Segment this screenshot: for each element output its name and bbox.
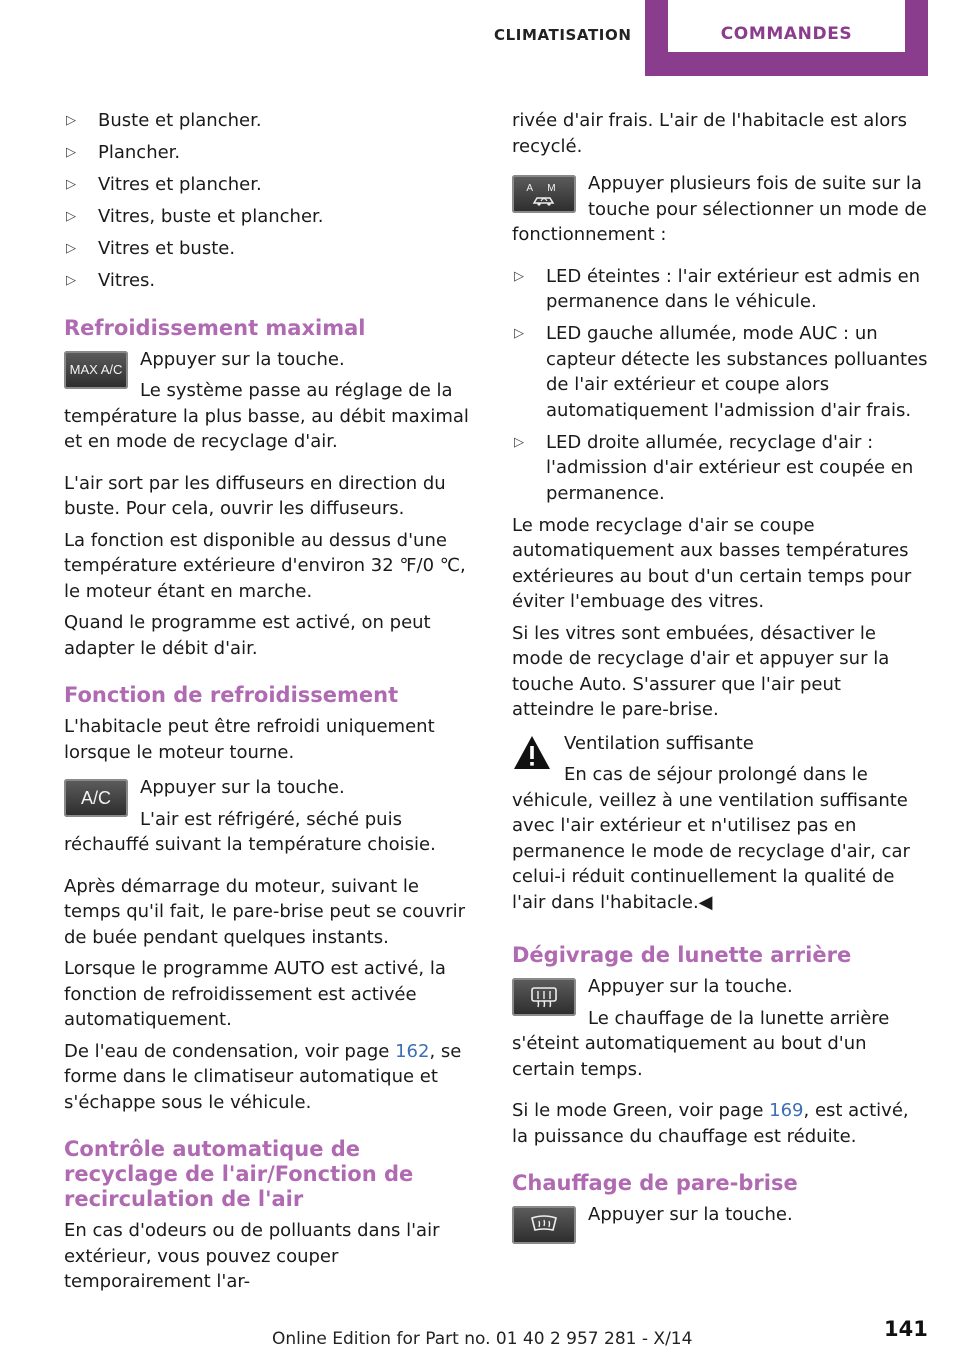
heading-rear-defrost: Dégivrage de lunette arrière xyxy=(512,943,852,967)
windshield-heater-icon xyxy=(529,1214,559,1236)
page-number: 141 xyxy=(884,1317,928,1341)
recirculation-modes-list xyxy=(512,264,928,507)
page-link-169[interactable]: 169 xyxy=(769,1100,804,1121)
warning-icon xyxy=(512,733,552,773)
list-item: ▷ Buste et plancher. xyxy=(66,110,262,131)
paragraph: Appuyer sur la touche. xyxy=(140,348,345,370)
paragraph: Appuyer plusieurs fois de suite sur la touche pour sélectionner un mode de fonctionnement : xyxy=(512,173,927,245)
paragraph: Quand le programme est activé, on peut adapter le débit d'air. xyxy=(64,612,431,659)
paragraph: L'air sort par les diffuseurs en direction du buste. Pour cela, ouvrir les diffuseurs. xyxy=(64,472,446,519)
list-item: ▷ LED éteintes : l'air extérieur est admis en permanence dans le véhicule. xyxy=(514,265,921,312)
right-column xyxy=(512,108,928,1262)
paragraph: Appuyer sur la touche. xyxy=(588,1204,793,1225)
auc-recirculation-button-icon: A M xyxy=(512,175,576,213)
rear-defrost-button-icon xyxy=(512,978,576,1016)
heading-max-cooling: Refroidissement maximal xyxy=(64,315,366,340)
list-item: ▷ Vitres, buste et plancher. xyxy=(66,206,324,227)
max-ac-button-icon: MAX A/C xyxy=(64,351,128,389)
paragraph: Le chauffage de la lunette arrière s'éteint automatiquement au bout d'un certain temps. xyxy=(512,1007,890,1080)
paragraph: En cas d'odeurs ou de polluants dans l'air extérieur, vous pouvez couper temporairement l'ar- xyxy=(64,1220,440,1292)
paragraph: Appuyer sur la touche. xyxy=(588,976,793,997)
paragraph: Après démarrage du moteur, suivant le temps qu'il fait, le pare-brise peut se couvrir de buée pendant quelques instants. xyxy=(64,875,466,948)
page-link-162[interactable]: 162 xyxy=(395,1040,430,1062)
list-item: ▷ Vitres et buste. xyxy=(66,238,236,259)
list-item: ▷ Plancher. xyxy=(66,142,181,163)
car-recirculation-icon xyxy=(531,194,557,206)
paragraph: L'air est réfrigéré, séché puis réchauffé suivant la température choisie. xyxy=(64,808,436,855)
paragraph: Le système passe au réglage de la température la plus basse, au débit maximal et en mode de recyclage d'air. xyxy=(64,380,469,452)
windshield-heater-button-icon xyxy=(512,1206,576,1244)
heading-recirculation: Contrôle automatique de recyclage de l'air/Fonction de recirculation de l'air xyxy=(64,1137,414,1211)
paragraph: Lorsque le programme AUTO est activé, la fonction de refroidissement est activée automatiquement. xyxy=(64,958,446,1030)
list-item: ▷ LED droite allumée, recyclage d'air : l'admission d'air extérieur est coupée en permanence. xyxy=(514,431,914,504)
airflow-list xyxy=(64,108,480,294)
section-title: CLIMATISATION xyxy=(494,26,632,44)
paragraph: rivée d'air frais. L'air de l'habitacle est alors recyclé. xyxy=(512,110,908,157)
warning-title: Ventilation suffisante xyxy=(564,732,754,754)
ac-button-icon: A/C xyxy=(64,779,128,817)
list-item: ▷ Vitres et plancher. xyxy=(66,174,262,195)
warning-text: En cas de séjour prolongé dans le véhicule, veillez à une ventilation suffisante avec l'air extérieur et n'utilisez pas en permanence le mode de recyclage d'air, car celui-i réduit continuellement la qualité de l'air dans l'habitacle.◀ xyxy=(512,764,910,913)
list-item: ▷ Vitres. xyxy=(66,270,156,291)
paragraph: Le mode recyclage d'air se coupe automatiquement aux basses températures extérieures au bout d'un certain temps pour éviter l'embuage des vitres. xyxy=(512,514,912,612)
list-item: ▷ LED gauche allumée, mode AUC : un capteur détecte les substances polluantes de l'air extérieur et coupe alors automatiquement l'admission d'air frais. xyxy=(514,323,928,421)
paragraph: Si le mode Green, voir page 169, est activé, la puissance du chauffage est réduite. xyxy=(512,1100,909,1147)
paragraph: La fonction est disponible au dessus d'une température extérieure d'environ 32 ℉/0 ℃, le moteur étant en marche. xyxy=(64,529,466,602)
rear-window-heater-icon xyxy=(529,986,559,1008)
paragraph: Appuyer sur la touche. xyxy=(140,777,345,798)
left-column xyxy=(64,108,480,1301)
heading-cooling-function: Fonction de refroidissement xyxy=(64,683,399,707)
heading-windshield-heating: Chauffage de pare-brise xyxy=(512,1171,798,1195)
chapter-tab-label: COMMANDES xyxy=(668,0,905,52)
paragraph: L'habitacle peut être refroidi uniquement lorsque le moteur tourne. xyxy=(64,716,435,763)
edition-footer: Online Edition for Part no. 01 40 2 957 281 - X/14 xyxy=(272,1329,693,1349)
paragraph: Si les vitres sont embuées, désactiver le mode de recyclage d'air et appuyer sur la touche Auto. S'assurer que l'air peut atteindre le pare-brise. xyxy=(512,622,890,720)
paragraph: De l'eau de condensation, voir page 162, se forme dans le climatiseur automatique et s'échappe sous le véhicule. xyxy=(64,1040,462,1113)
